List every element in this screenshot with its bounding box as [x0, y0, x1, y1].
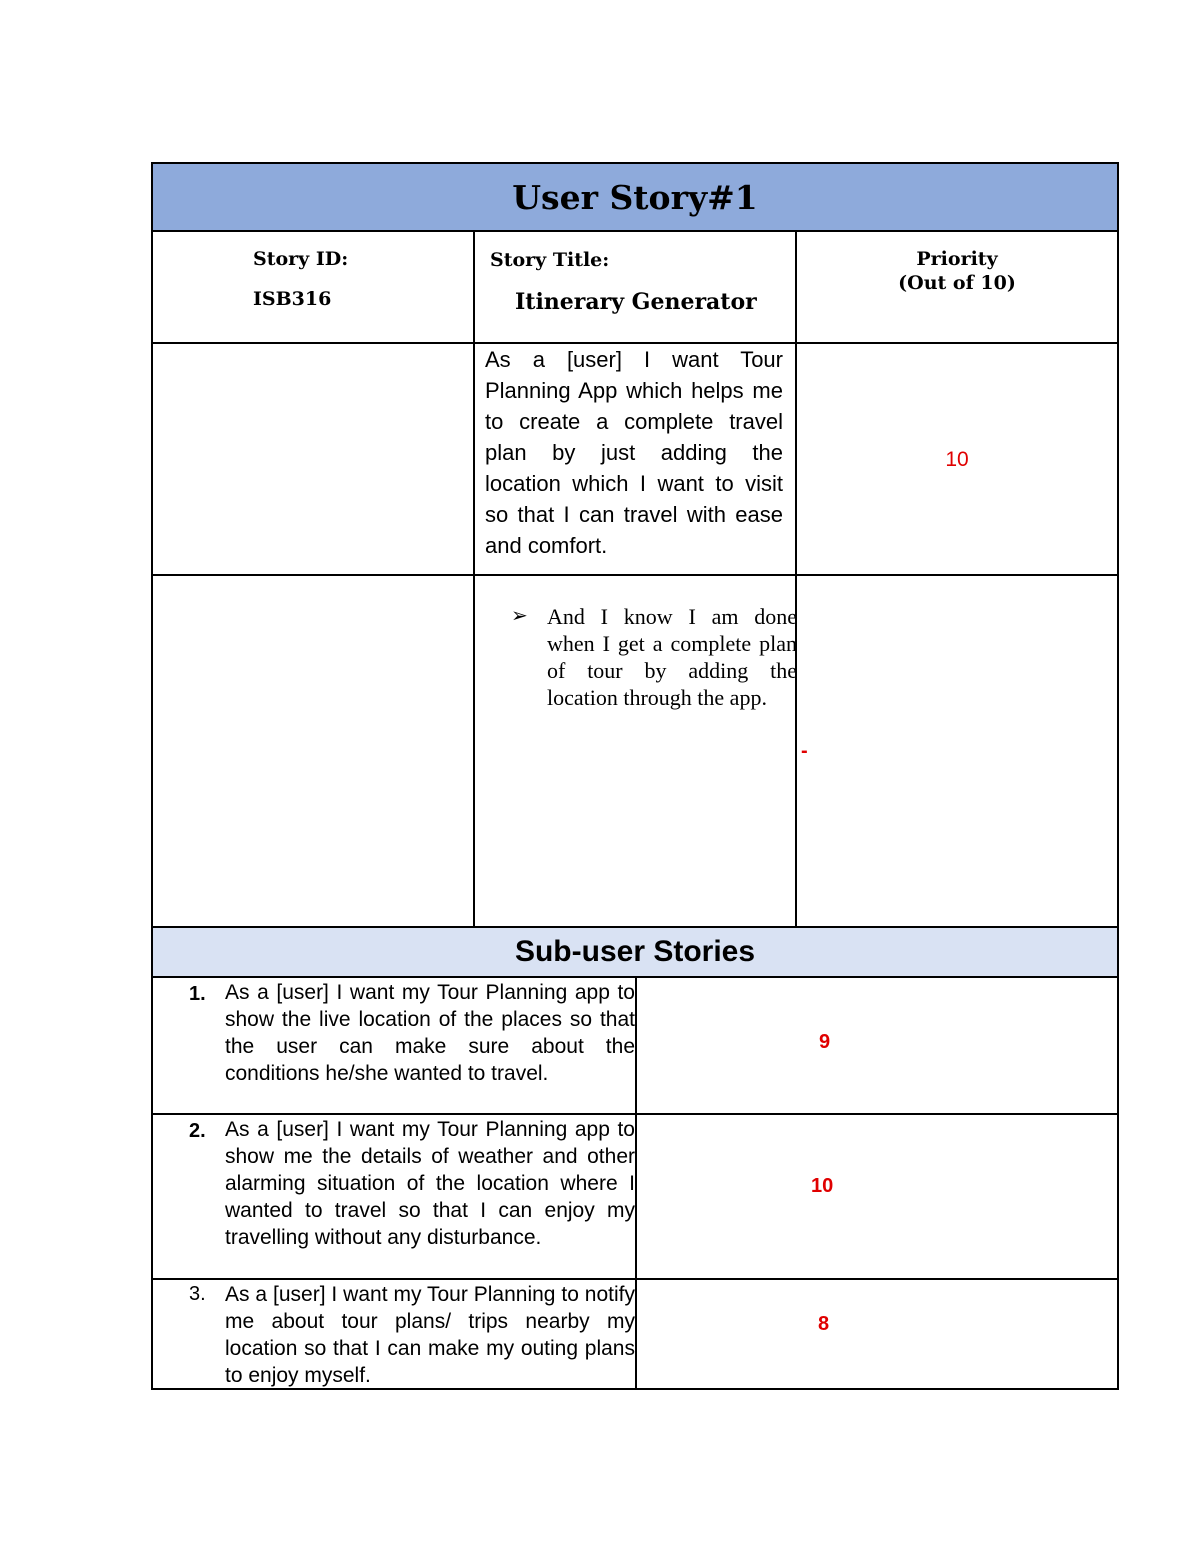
- sub-story-2-number: 2.: [189, 1120, 206, 1142]
- user-story-title-text: User Story#1: [512, 177, 758, 217]
- arrow-bullet-icon: ➢: [511, 605, 528, 627]
- sub-story-3-priority: 8: [818, 1313, 830, 1335]
- user-story-table: [151, 162, 1119, 1390]
- sub-story-1-priority-cell: [635, 976, 1119, 1115]
- description-cell: [473, 342, 797, 576]
- sub-story-2-priority-cell: [635, 1113, 1119, 1280]
- sub-story-1-priority: 9: [819, 1031, 831, 1053]
- story-id-cell: [151, 230, 475, 344]
- sub-story-3-number: 3.: [189, 1283, 206, 1305]
- description-empty-cell: [151, 342, 475, 576]
- sub-story-3-priority-cell: [635, 1278, 1119, 1390]
- priority-value: 10: [945, 448, 969, 471]
- sub-story-2-priority: 10: [811, 1175, 834, 1197]
- story-description: As a [user] I want Tour Planning App which helps me to create a complete travel plan by just adding the location which I want to visit so that I can travel with ease and comfort.: [485, 347, 783, 558]
- priority-label: Priority: [916, 248, 998, 270]
- sub-story-3-cell: [151, 1278, 637, 1390]
- priority-value-cell: [795, 342, 1119, 576]
- dash-mark: -: [801, 740, 808, 762]
- acceptance-cell: [473, 574, 797, 928]
- sub-story-2-text: As a [user] I want my Tour Planning app to show me the details of weather and other alarming situation of the location where I wanted to travel so that I can enjoy my travelling without any disturbance.: [225, 1118, 635, 1249]
- acceptance-priority-cell: [795, 574, 1119, 928]
- story-title-label: Story Title:: [490, 249, 610, 271]
- sub-stories-heading-text: Sub-user Stories: [514, 935, 756, 968]
- acceptance-empty-cell: [151, 574, 475, 928]
- priority-header-cell: [795, 230, 1119, 344]
- sub-story-2-cell: [151, 1113, 637, 1280]
- sub-story-3-text: As a [user] I want my Tour Planning to notify me about tour plans/ trips nearby my location so that I can make my outing plans to enjoy myself.: [225, 1283, 635, 1387]
- story-id-label: Story ID:: [253, 248, 349, 270]
- user-story-title: [151, 162, 1119, 232]
- story-id-value: ISB316: [253, 288, 332, 310]
- sub-stories-heading: [151, 926, 1119, 978]
- acceptance-criteria: And I know I am done when I get a complete plan of tour by adding the location through the app.: [547, 604, 797, 710]
- story-title-value: Itinerary Generator: [515, 289, 757, 315]
- sub-story-1-number: 1.: [189, 983, 206, 1005]
- sub-story-1-cell: [151, 976, 637, 1115]
- story-title-cell: [473, 230, 797, 344]
- sub-story-1-text: As a [user] I want my Tour Planning app to show the live location of the places so that the user can make sure about the conditions he/she wanted to travel.: [225, 981, 635, 1085]
- priority-scale-label: (Out of 10): [898, 272, 1016, 294]
